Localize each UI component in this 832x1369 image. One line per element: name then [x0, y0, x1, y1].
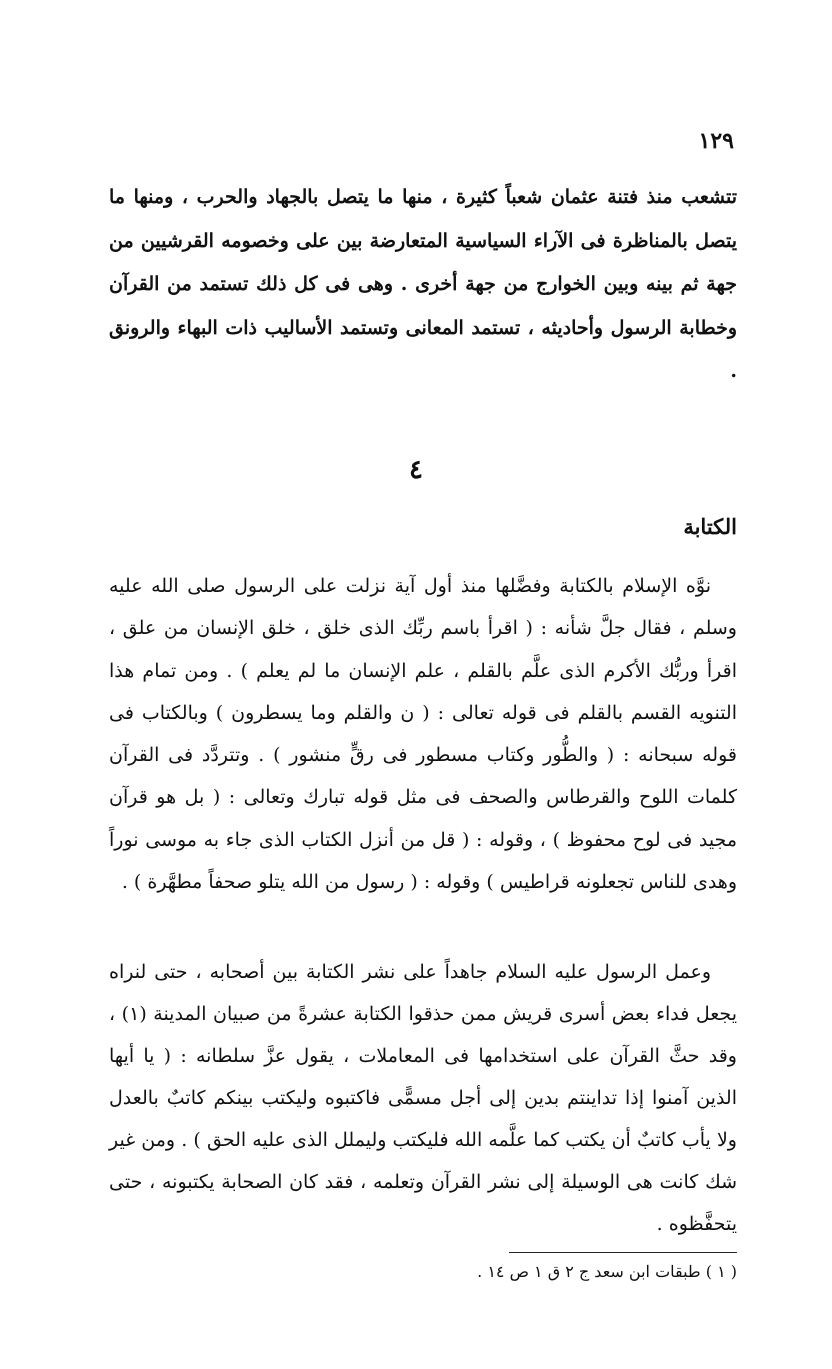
page-number: ١٢٩ — [698, 128, 734, 154]
paragraph-intro: تتشعب منذ فتنة عثمان شعباً كثيرة ، منها ما يتصل بالجهاد والحرب ، ومنها ما يتصل بالمناظرة فى الآراء السياسية المتعارضة بين على وخصومه القرشيين من جهة ثم بينه وبين الخوارج من جهة أخرى . وهى فى كل ذلك تستمد من القرآن وخطابة الرسول وأحاديثه ، تستمد المعانى وتستمد الأساليب ذات البهاء والرونق . — [109, 186, 737, 382]
footnote-divider — [509, 1252, 737, 1253]
paragraph-writing-in-quran: نوَّه الإسلام بالكتابة وفضَّلها منذ أول آية نزلت على الرسول صلى الله عليه وسلم ، فقال جلَّ شأنه : ( اقرأ باسم ربِّك الذى خلق ، خلق الإنسان من علق ، اقرأ وربُّك الأكرم الذى علَّم بالقلم ، علم الإنسان ما لم يعلم ) . ومن تمام هذا التنويه القسم بالقلم فى قوله تعالى : ( ن والقلم وما يسطرون ) وبالكتاب فى قوله سبحانه : ( والطُّور وكتاب مسطور فى رقٍّ منشور ) . وتتردَّد فى القرآن كلمات اللوح والقرطاس والصحف فى مثل قوله تبارك وتعالى : ( بل هو قرآن مجيد فى لوح محفوظ ) ، وقوله : ( قل من أنزل الكتاب الذى جاء به موسى نوراً وهدى للناس تجعلونه قراطيس ) وقوله : ( رسول من الله يتلو صحفاً مطهَّرة ) . — [109, 575, 737, 894]
paragraph-prophet-and-writing: وعمل الرسول عليه السلام جاهداً على نشر الكتابة بين أصحابه ، حتى لنراه يجعل فداء بعض أسرى قريش ممن حذقوا الكتابة عشرةً من صبيان المدينة (١) ، وقد حثَّ القرآن على استخدامها فى المعاملات ، يقول عزَّ سلطانه : ( يا أيها الذين آمنوا إذا تداينتم بدين إلى أجل مسمًّى فاكتبوه وليكتب بينكم كاتبٌ بالعدل ولا يأب كاتبٌ أن يكتب كما علَّمه الله فليكتب وليملل الذى عليه الحق ) . ومن غير شك كانت هى الوسيلة إلى نشر القرآن وتعلمه ، فقد كان الصحابة يكتبونه ، حتى يتحفَّظوه . — [109, 961, 737, 1235]
footnote: ( ١ ) طبقات ابن سعد ج ٢ ق ١ ص ١٤ . — [477, 1262, 737, 1281]
section-number: ٤ — [409, 455, 423, 485]
section-heading: الكتابة — [683, 514, 737, 539]
